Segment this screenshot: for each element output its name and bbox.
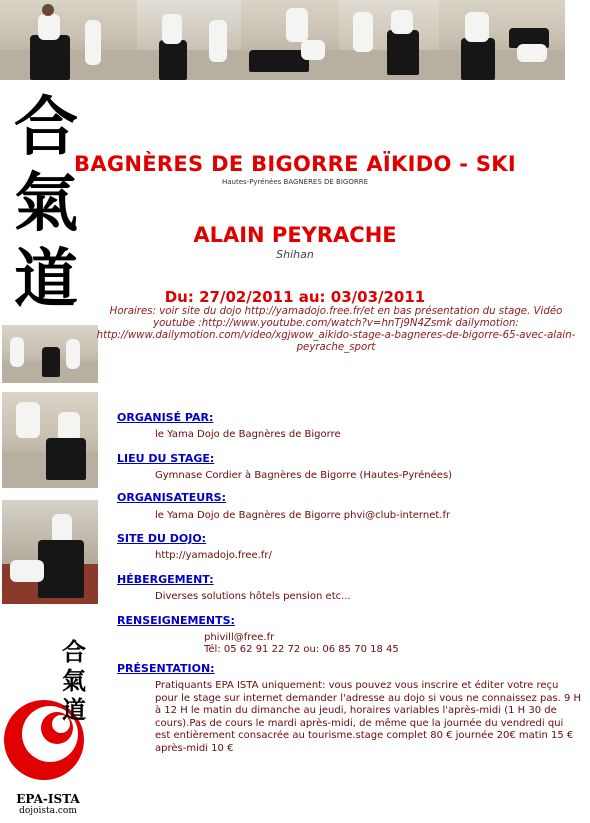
logo-kanji-ki: 氣: [62, 666, 86, 695]
teacher-name: ALAIN PEYRACHE: [193, 223, 397, 247]
kanji-ai: 合: [14, 90, 78, 165]
horaires-text: Horaires: voir site du dojo http://yamadojo.free.fr/et en bas présentation du stage. Vidéo youtube :http://www.youtube.com/watch?v=hnTj9N4Zsmk dailymotion: http://www.dailymotion.com/video/xgjwow_aikido-stage-a-bagneres-de-bigorre-65-avec-alain- peyrache_sport: [96, 306, 576, 353]
logo-kanji-ai: 合: [62, 637, 86, 666]
text-renseignements-tel: Tél: 05 62 91 22 72 ou: 06 85 70 18 45: [204, 644, 399, 655]
logo-kanji-do: 道: [62, 695, 86, 724]
heading-hebergement: HÉBERGEMENT:: [117, 573, 214, 586]
text-lieu: Gymnase Cordier à Bagnères de Bigorre (Hautes-Pyrénées): [155, 470, 453, 481]
kanji-ki: 氣: [14, 166, 78, 241]
text-renseignements-email: phivill@free.fr: [204, 632, 275, 643]
text-site[interactable]: http://yamadojo.free.fr/: [155, 550, 272, 561]
logo-calligraphy: [50, 637, 98, 724]
logo-text: EPA-ISTA: [16, 792, 80, 806]
photo-strip-1: [0, 0, 137, 80]
text-presentation: Pratiquants EPA ISTA uniquement: vous pouvez vous inscrire et éditer votre reçu pour le stage sur internet demander l'adresse au dojo si vous ne connaissez pas. 9 H à 12 H le matin du dimanche au jeudi, horaires variables l'après-midi (1 H 30 de cours).Pas de cours le mardi après-midi, de même que la journée du vendredi qui est entièrement consacrée au tourisme.stage complet 80 € journée 20€ matin 15 € après-midi 10 €: [155, 680, 582, 754]
text-hebergement: Diverses solutions hôtels pension etc...: [155, 591, 351, 602]
photo-strip-5: [439, 0, 565, 80]
heading-renseignements: RENSEIGNEMENTS:: [117, 614, 235, 627]
photo-strip-4: [339, 0, 439, 80]
text-organise-par: le Yama Dojo de Bagnères de Bigorre: [155, 429, 341, 440]
page-subtitle: Hautes-Pyrénées BAGNÈRES DE BIGORRE: [221, 178, 369, 186]
photo-left-3: [2, 500, 98, 604]
page-title: BAGNÈRES DE BIGORRE AÏKIDO - SKI: [74, 152, 516, 176]
photo-strip-3: [241, 0, 339, 80]
aikido-calligraphy: [4, 90, 88, 318]
heading-organise-par: ORGANISÉ PAR:: [117, 411, 214, 424]
photo-strip-2: [137, 0, 241, 80]
heading-site: SITE DU DOJO:: [117, 532, 207, 545]
heading-organisateurs: ORGANISATEURS:: [117, 491, 226, 504]
stage-dates: Du: 27/02/2011 au: 03/03/2011: [164, 288, 426, 306]
logo-site: dojoista.com: [19, 806, 77, 816]
photo-left-2: [2, 392, 98, 488]
teacher-rank: Shihan: [276, 248, 314, 261]
photo-left-1: [2, 325, 98, 383]
heading-presentation: PRÉSENTATION:: [117, 662, 215, 675]
heading-lieu: LIEU DU STAGE:: [117, 452, 215, 465]
text-organisateurs: le Yama Dojo de Bagnères de Bigorre phvi@club-internet.fr: [155, 510, 451, 521]
kanji-do: 道: [14, 242, 78, 317]
